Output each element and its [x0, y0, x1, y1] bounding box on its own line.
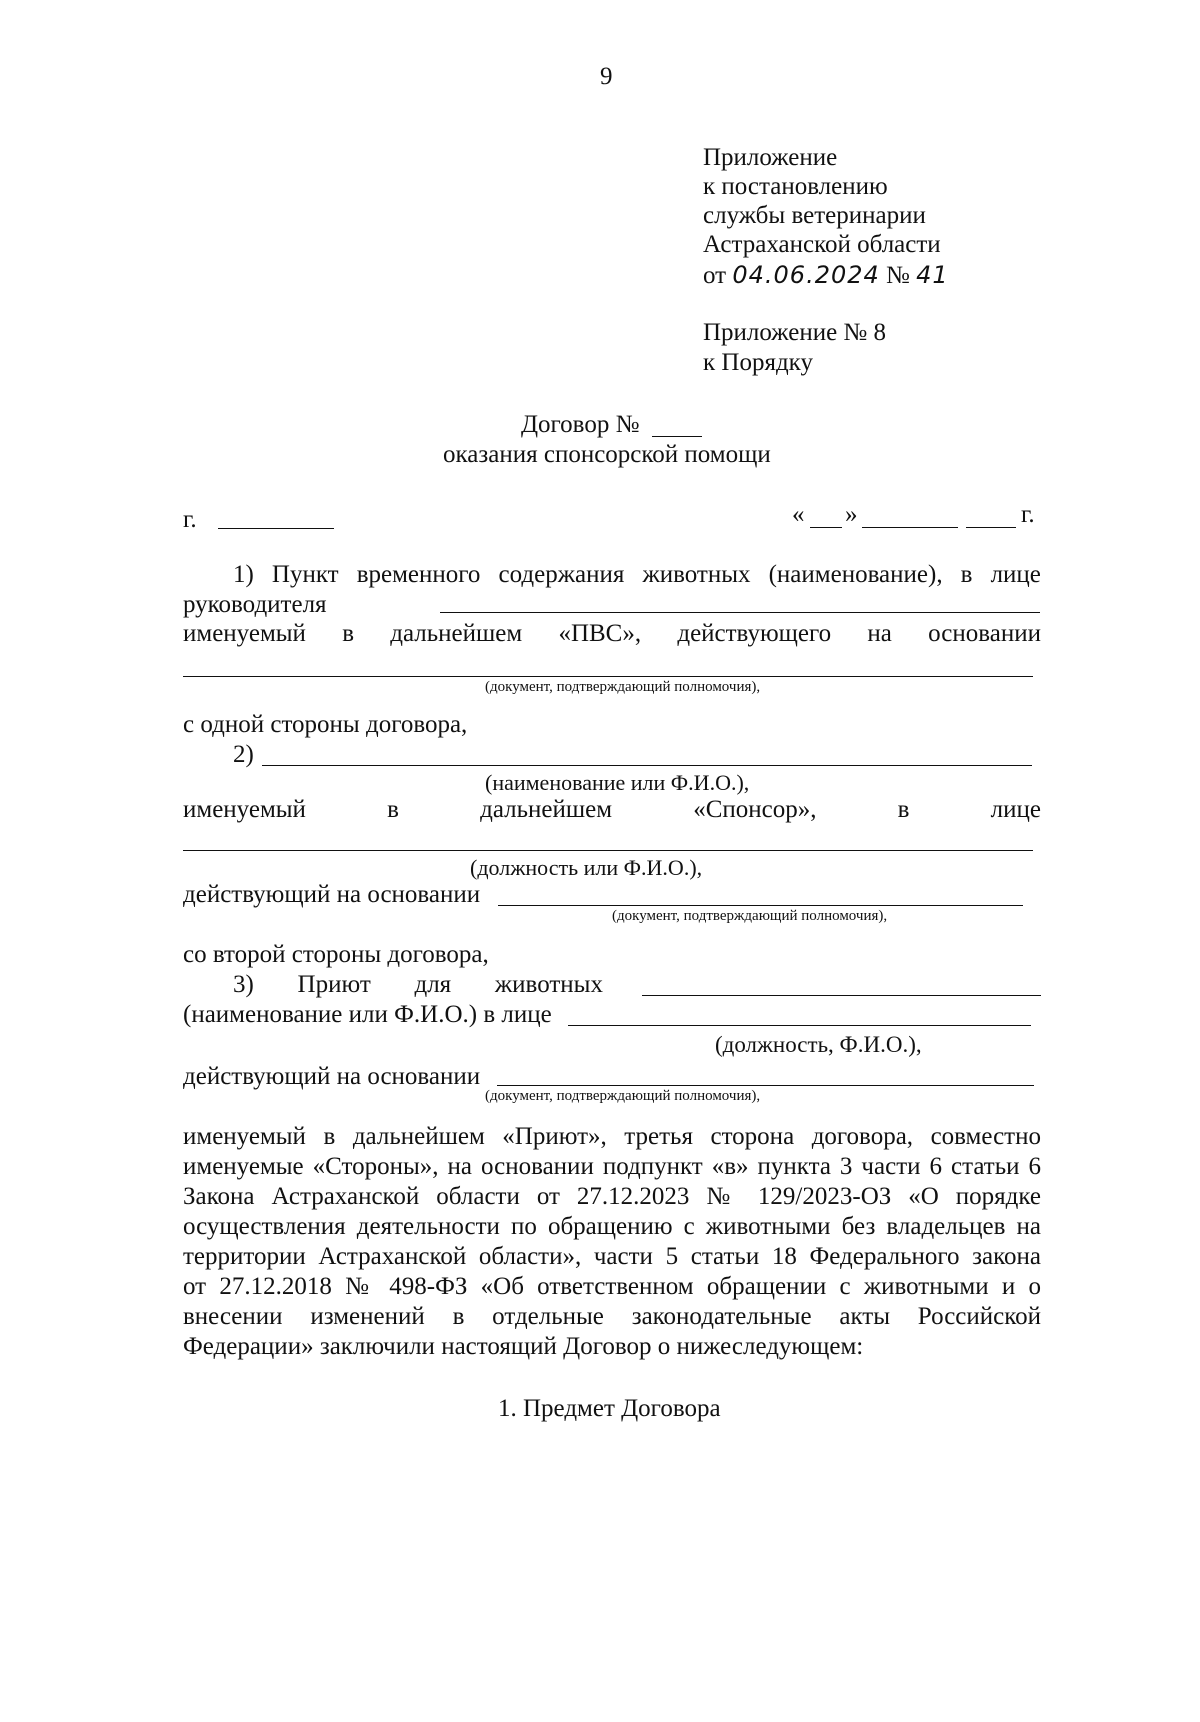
appendix-line-4: Астраханской области [703, 231, 941, 258]
party2-basis: действующий на основании [183, 881, 481, 908]
party1-doc-caption: (документ, подтверждающий полномочия), [485, 679, 761, 695]
body-line: Федерации» заключили настоящий Договор о нижеследующем: [183, 1333, 864, 1360]
day-blank [810, 527, 842, 528]
body-line: от 27.12.2018 № 498-ФЗ «Об ответственном обращении с животными и о [183, 1273, 1041, 1300]
body-line: Закона Астраханской области от 27.12.2023 № 129/2023-ОЗ «О порядке [183, 1183, 1041, 1210]
page-number: 9 [600, 63, 613, 90]
party3-line-2: (наименование или Ф.И.О.) в лице [183, 1001, 552, 1028]
year-blank [966, 527, 1016, 528]
party3-basis-blank [497, 1085, 1034, 1086]
date-close-quote: » [845, 501, 858, 528]
party3-head-blank [568, 1025, 1031, 1026]
appendix-date-line [703, 260, 949, 291]
party1-line-3: именуемый в дальнейшем «ПВС», действующего на основании [183, 620, 1041, 647]
place-prefix: г. [183, 506, 197, 533]
party2-name-blank [262, 765, 1032, 766]
appendix-8-line-2: к Порядку [703, 349, 813, 376]
party2-doc-caption: (документ, подтверждающий полномочия), [612, 908, 888, 924]
body-line: территории Астраханской области», части 5 статьи 18 Федерального закона [183, 1243, 1041, 1270]
party3-basis: действующий на основании [183, 1063, 481, 1090]
handwritten-date: 04.06.2024 [732, 261, 880, 289]
contract-number-blank [652, 436, 702, 437]
party1-line-2: руководителя [183, 591, 327, 618]
title-line-2: оказания спонсорской помощи [443, 441, 771, 468]
party1-doc-blank [183, 676, 1033, 677]
date-open-quote: « [792, 501, 805, 528]
appendix-line-1: Приложение [703, 144, 838, 171]
appendix-line-2: к постановлению [703, 173, 888, 200]
body-line: осуществления деятельности по обращению с животными без владельцев на [183, 1213, 1041, 1240]
party3-line-1: 3) Приют для животных [233, 971, 603, 998]
date-year-suffix: г. [1021, 501, 1035, 528]
party1-line-1: 1) Пункт временного содержания животных (наименование), в лице [233, 561, 1041, 588]
handwritten-number: 41 [916, 261, 949, 289]
party1-closing: с одной стороны договора, [183, 711, 468, 738]
party3-doc-caption: (документ, подтверждающий полномочия), [485, 1088, 761, 1104]
number-sign: № [886, 262, 910, 289]
place-blank [218, 528, 334, 529]
title-line-1: Договор № [521, 411, 640, 438]
date-prefix: от [703, 262, 727, 289]
party2-line: именуемый в дальнейшем «Спонсор», в лице [183, 796, 1041, 823]
party2-number: 2) [233, 741, 254, 768]
party2-closing: со второй стороны договора, [183, 941, 489, 968]
party3-name-blank [642, 995, 1041, 996]
party2-position-blank [183, 850, 1033, 851]
appendix-line-3: службы ветеринарии [703, 202, 926, 229]
party3-position-caption: (должность, Ф.И.О.), [715, 1032, 922, 1057]
party1-head-blank [440, 612, 1040, 613]
body-line: именуемые «Стороны», на основании подпункт «в» пункта 3 части 6 статьи 6 [183, 1153, 1041, 1180]
month-blank [862, 527, 958, 528]
party2-basis-blank [498, 905, 1023, 906]
party2-position-caption: (должность или Ф.И.О.), [470, 855, 703, 880]
appendix-8-line-1: Приложение № 8 [703, 319, 887, 346]
party2-name-caption: (наименование или Ф.И.О.), [485, 770, 750, 795]
body-line: именуемый в дальнейшем «Приют», третья сторона договора, совместно [183, 1123, 1041, 1150]
section-heading: 1. Предмет Договора [498, 1395, 721, 1422]
body-line: внесении изменений в отдельные законодательные акты Российской [183, 1303, 1041, 1330]
